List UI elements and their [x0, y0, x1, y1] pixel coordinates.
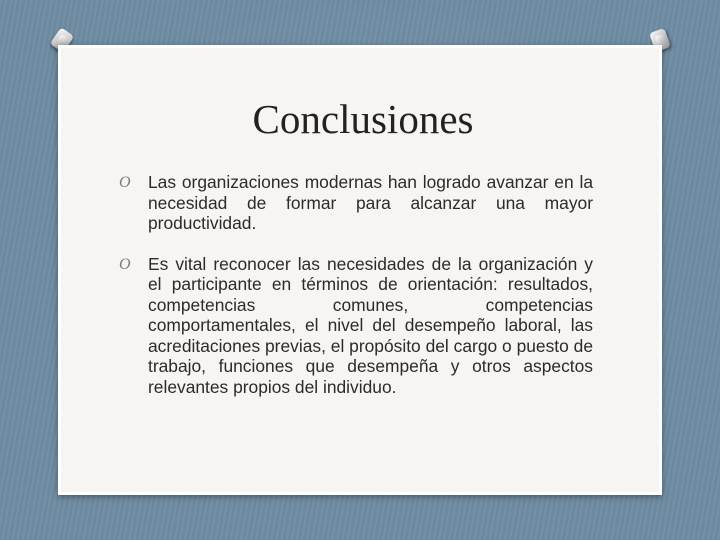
bullet-marker-icon: O: [119, 255, 131, 273]
bullet-text: Es vital reconocer las necesidades de la organización y el participante en términos de orientación: resultados, competencias comunes, competencias comportamentales, el nivel del desempeño laboral, las acreditaciones previas, el propósito del cargo o puesto de trabajo, funciones que desempeña y otros aspectos relevantes propios del individuo.: [148, 253, 593, 397]
bullet-marker-icon: O: [119, 174, 131, 191]
list-item: [119, 253, 593, 398]
list-item: [119, 172, 593, 234]
slide-paper: [58, 45, 662, 495]
bullet-text: Las organizaciones modernas han logrado avanzar en la necesidad de formar para alcanzar una mayor productividad.: [148, 172, 593, 233]
slide-title: Conclusiones: [252, 96, 474, 142]
bullet-list: [119, 172, 593, 417]
